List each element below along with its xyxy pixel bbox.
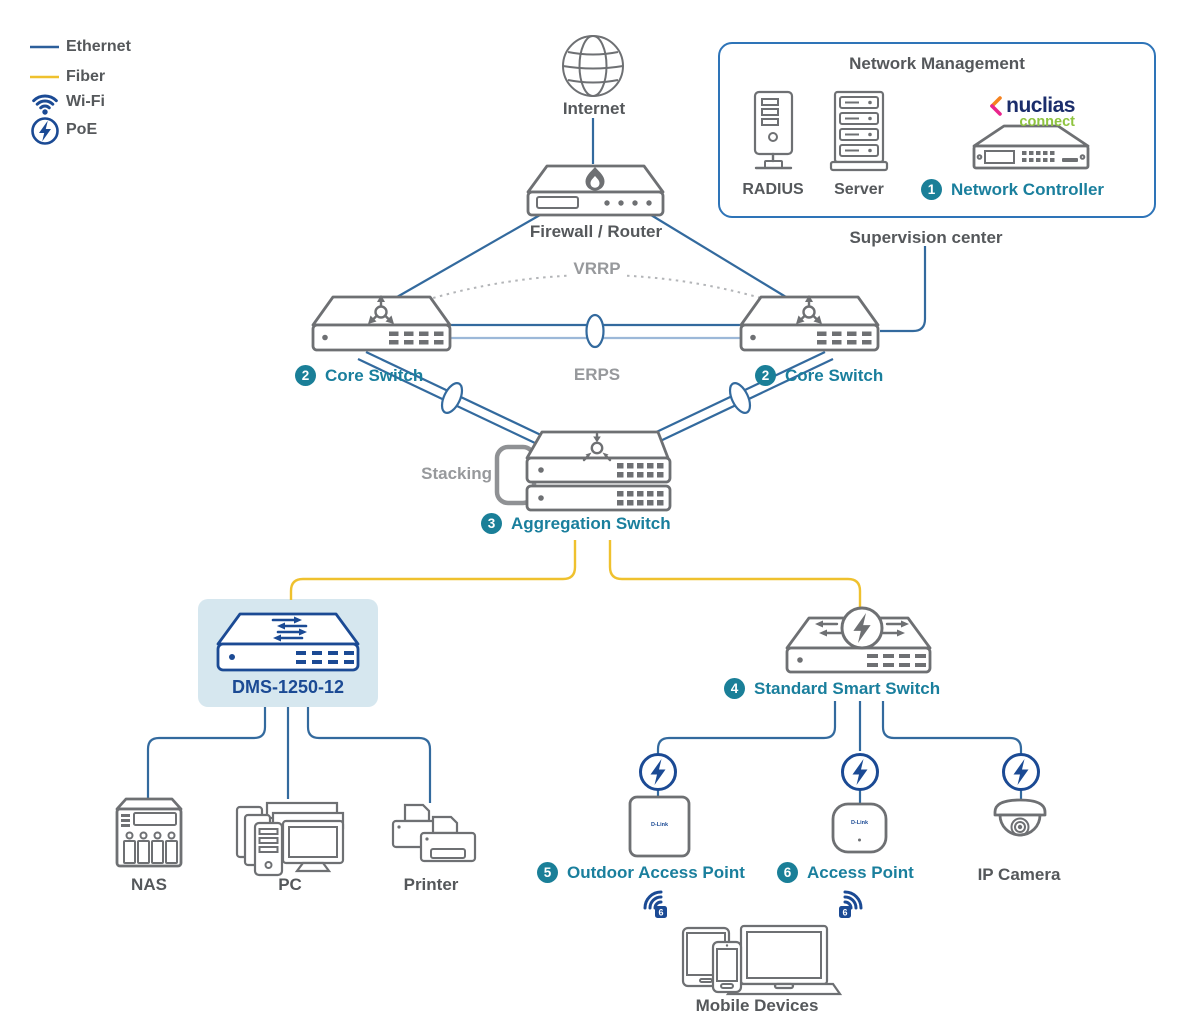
badge-4: 4 xyxy=(724,678,745,699)
legend-label-poe: PoE xyxy=(66,121,98,138)
nuclias-connect-logo xyxy=(963,94,1075,130)
poe-icon xyxy=(641,755,676,790)
badge-1: 1 xyxy=(921,179,942,200)
lag-ring-horizontal xyxy=(587,315,604,347)
radius-label: RADIUS xyxy=(742,181,804,198)
internet-label: Internet xyxy=(562,99,626,118)
internet-icon xyxy=(563,36,623,96)
supervision-center-label: Supervision center xyxy=(849,228,1003,247)
badge-2: 2 xyxy=(755,365,776,386)
dms-switch-icon xyxy=(218,614,358,670)
core-switch-left-row xyxy=(295,365,423,386)
link-dms-printer xyxy=(308,707,430,803)
ip-camera-label: IP Camera xyxy=(977,865,1061,884)
outdoor-access-point-row xyxy=(537,862,745,883)
poe-icon xyxy=(1004,755,1039,790)
link-firewall-core-right xyxy=(651,215,786,297)
stacking-label: Stacking xyxy=(421,464,492,483)
erps-label: ERPS xyxy=(573,365,621,384)
vrrp-arc xyxy=(413,275,781,304)
dms-1250-12-label: DMS-1250-12 xyxy=(231,677,345,697)
vrrp-label: VRRP xyxy=(568,259,625,279)
core-switch-right-row xyxy=(755,365,883,386)
network-controller-icon xyxy=(974,126,1088,168)
access-point-row xyxy=(777,862,914,883)
printer-icon xyxy=(393,805,475,861)
pc-label: PC xyxy=(278,875,302,894)
legend-label-ethernet: Ethernet xyxy=(66,38,131,55)
outdoor-access-point-icon xyxy=(630,797,689,856)
link-firewall-core-left xyxy=(397,215,540,297)
poe-icon xyxy=(33,119,58,144)
core-switch-right-icon xyxy=(741,295,878,350)
core-switch-right-label: Core Switch xyxy=(785,365,884,385)
nuclias-brand: nuclias xyxy=(1006,94,1075,117)
link-dms-nas xyxy=(148,707,265,799)
outdoor-access-point-label: Outdoor Access Point xyxy=(567,862,745,882)
wifi6-label: 6 xyxy=(658,907,664,918)
poe-icon xyxy=(843,755,878,790)
poe-icon xyxy=(842,608,882,648)
aggregation-switch-label: Aggregation Switch xyxy=(511,513,671,533)
wifi6-icon xyxy=(642,889,667,918)
nas-icon xyxy=(117,799,181,866)
badge-5: 5 xyxy=(537,862,558,883)
pc-icon xyxy=(237,803,343,875)
mobile-devices-icon xyxy=(683,926,840,994)
network-management-title: Network Management xyxy=(849,54,1025,73)
access-point-label: Access Point xyxy=(807,862,914,882)
wifi-icon xyxy=(34,96,57,115)
wifi6-label: 6 xyxy=(842,907,848,918)
printer-label: Printer xyxy=(403,875,459,894)
legend-label-wifi: Wi-Fi xyxy=(66,93,105,110)
fiber-agg-smart xyxy=(610,540,860,608)
smart-switch-label: Standard Smart Switch xyxy=(754,678,941,698)
nuclias-chevron-icon xyxy=(988,95,1003,117)
server-icon xyxy=(831,92,887,170)
network-controller-row xyxy=(921,179,1104,200)
mobile-devices-label: Mobile Devices xyxy=(695,996,819,1015)
network-controller-label: Network Controller xyxy=(951,179,1105,199)
fiber-agg-dms xyxy=(291,540,575,600)
access-point-icon xyxy=(833,804,886,852)
ap-brand: D-Link xyxy=(850,820,869,826)
badge-6: 6 xyxy=(777,862,798,883)
smart-switch-icon xyxy=(787,608,930,672)
aggregation-switch-icon xyxy=(527,432,670,510)
legend-label-fiber: Fiber xyxy=(66,68,106,85)
link-smart-camera xyxy=(883,701,1021,754)
core-switch-left-label: Core Switch xyxy=(325,365,424,385)
server-label: Server xyxy=(834,181,884,198)
badge-2: 2 xyxy=(295,365,316,386)
ip-camera-icon xyxy=(995,800,1045,836)
wifi6-icon xyxy=(839,889,864,918)
outdoor-ap-brand: D-Link xyxy=(650,822,669,828)
badge-3: 3 xyxy=(481,513,502,534)
aggregation-switch-row xyxy=(481,513,671,534)
firewall-label: Firewall / Router xyxy=(529,222,663,241)
link-smart-outdoor-ap xyxy=(658,701,835,754)
smart-switch-row xyxy=(724,678,940,699)
radius-server-icon xyxy=(755,92,792,168)
nuclias-sub: connect xyxy=(1019,114,1075,130)
link-supervision-core-right xyxy=(880,246,925,331)
firewall-icon xyxy=(528,166,663,215)
nas-label: NAS xyxy=(131,875,167,894)
core-switch-left-icon xyxy=(313,295,450,350)
